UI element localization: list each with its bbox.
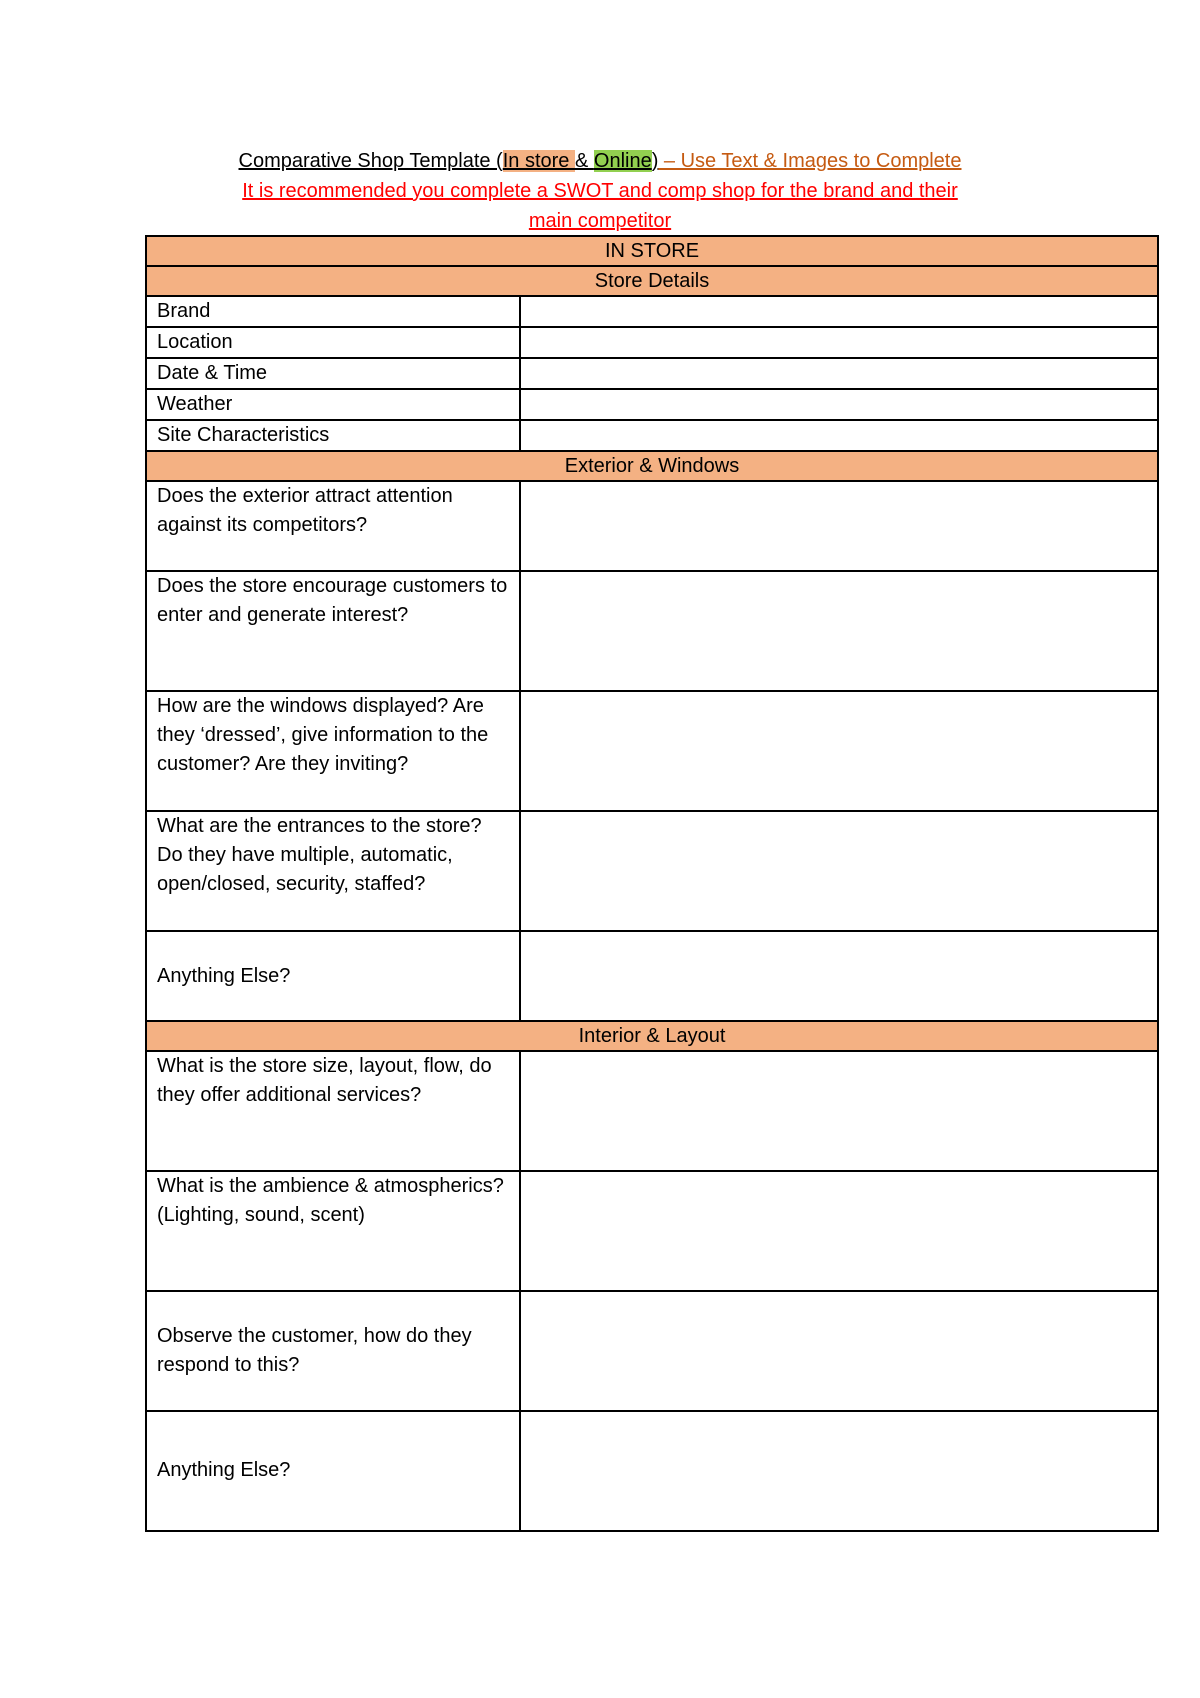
question-encourage-entry: Does the store encourage customers to enter and generate interest? <box>146 571 520 691</box>
brand-input-cell[interactable] <box>520 296 1158 327</box>
exterior-windows-header: Exterior & Windows <box>146 451 1158 481</box>
title-in-store: In store <box>502 150 575 172</box>
answer-windows-displayed[interactable] <box>520 691 1158 811</box>
question-store-size: What is the store size, layout, flow, do they offer additional services? <box>146 1051 520 1171</box>
title-part1: Comparative Shop Template ( <box>238 150 503 172</box>
question-observe-customer: Observe the customer, how do they respond to this? <box>146 1291 520 1411</box>
answer-ambience[interactable] <box>520 1171 1158 1291</box>
recommendation-text: It is recommended you complete a SWOT and comp shop for the brand and their main competitor <box>242 180 958 232</box>
row-label-date-time: Date & Time <box>146 358 520 389</box>
weather-input-cell[interactable] <box>520 389 1158 420</box>
answer-store-size[interactable] <box>520 1051 1158 1171</box>
answer-observe-customer[interactable] <box>520 1291 1158 1411</box>
question-exterior-anything-else: Anything Else? <box>146 931 520 1021</box>
row-label-site-characteristics: Site Characteristics <box>146 420 520 451</box>
answer-encourage-entry[interactable] <box>520 571 1158 691</box>
answer-exterior-anything-else[interactable] <box>520 931 1158 1021</box>
title-amp: & <box>574 150 594 172</box>
question-interior-anything-else: Anything Else? <box>146 1411 520 1531</box>
answer-entrances[interactable] <box>520 811 1158 931</box>
site-characteristics-input-cell[interactable] <box>520 420 1158 451</box>
document-title <box>0 146 1200 176</box>
title-online: Online <box>593 150 652 172</box>
comparative-shop-table <box>145 235 1159 1532</box>
answer-interior-anything-else[interactable] <box>520 1411 1158 1531</box>
location-input-cell[interactable] <box>520 327 1158 358</box>
question-exterior-attention: Does the exterior attract attention against its competitors? <box>146 481 520 571</box>
question-entrances: What are the entrances to the store? Do they have multiple, automatic, open/closed, security, staffed? <box>146 811 520 931</box>
in-store-header: IN STORE <box>146 236 1158 266</box>
question-windows-displayed: How are the windows displayed? Are they ‘dressed’, give information to the customer? Are they inviting? <box>146 691 520 811</box>
title-part2: ) <box>651 150 659 172</box>
answer-exterior-attention[interactable] <box>520 481 1158 571</box>
row-label-weather: Weather <box>146 389 520 420</box>
interior-layout-header: Interior & Layout <box>146 1021 1158 1051</box>
question-ambience: What is the ambience & atmospherics? (Lighting, sound, scent) <box>146 1171 520 1291</box>
row-label-brand: Brand <box>146 296 520 327</box>
title-subtitle: – Use Text & Images to Complete <box>658 150 962 172</box>
store-details-header: Store Details <box>146 266 1158 296</box>
row-label-location: Location <box>146 327 520 358</box>
date-time-input-cell[interactable] <box>520 358 1158 389</box>
